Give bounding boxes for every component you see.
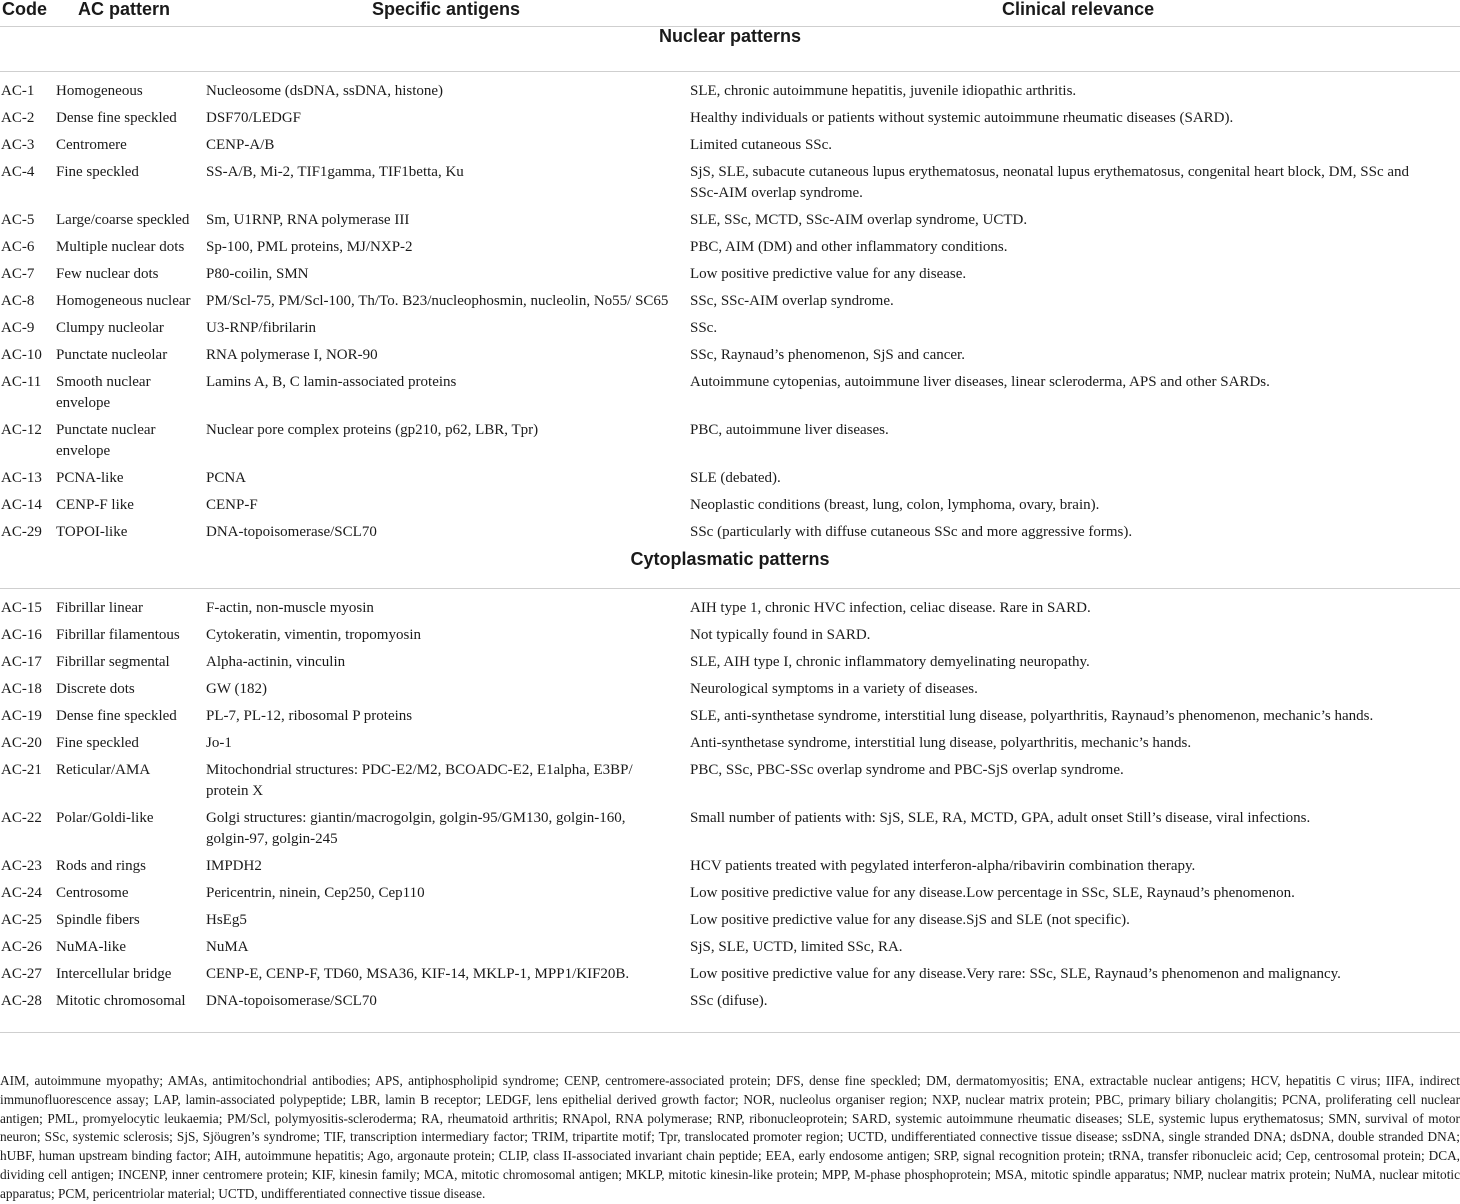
cell-ac-pattern: PCNA-like (56, 470, 124, 486)
table-row (0, 703, 1460, 730)
cell-clinical-relevance: Healthy individuals or patients without systemic autoimmune rheumatic diseases (SARD). (690, 110, 1234, 126)
section-title: Cytoplasmatic patterns (0, 550, 1460, 589)
cell-ac-pattern: Few nuclear dots (56, 266, 159, 282)
cell-specific-antigens: PM/Scl-75, PM/Scl-100, Th/To. B23/nucleophosmin, nucleolin, No55/ SC65 (206, 293, 669, 309)
cell-code: AC-11 (1, 374, 42, 390)
cell-code: AC-3 (1, 137, 35, 153)
cell-ac-pattern: Fibrillar linear (56, 600, 144, 616)
cell-code: AC-20 (1, 735, 42, 751)
cell-code: AC-24 (1, 885, 42, 901)
cell-clinical-relevance: Neoplastic conditions (breast, lung, colon, lymphoma, ovary, brain). (690, 497, 1100, 513)
cell-specific-antigens: CENP-E, CENP-F, TD60, MSA36, KIF-14, MKLP-1, MPP1/KIF20B. (206, 966, 630, 982)
table-row (0, 72, 1460, 106)
header-code: Code (0, 0, 56, 27)
cell-clinical-relevance: SSc. (690, 320, 718, 336)
cell-specific-antigens: Nucleosome (dsDNA, ssDNA, histone) (206, 83, 444, 99)
cell-code: AC-23 (1, 858, 42, 874)
cell-code: AC-18 (1, 681, 42, 697)
cell-code: AC-27 (1, 966, 42, 982)
table-footnote: AIM, autoimmune myopathy; AMAs, antimitochondrial antibodies; APS, antiphospholipid syndrome; CENP, centromere-associated protein; DFS, dense fine speckled; DM, dermatomyositis; ENA, extractable nuclear antigens; HCV, hepatitis C virus; IIFA, indirect immunofluorescence assay; LAP, lamin-associated polypeptide; LBR, lamin B receptor; LEDGF, lens epithelial derived growth factor; NOR, nucleolus organiser region; NXP, nuclear matrix protein; PBC, primary biliary cholangitis; PCNA, proliferating cell nuclear antigen; PML, promyelocytic leukaemia; PM/Scl, polymyositis-scleroderma; RA, rheumatoid arthritis; RNApol, RNA polymerase; RNP, ribonucleoprotein; SARD, systemic autoimmune rheumatic diseases; SLE, systemic lupus erythematosus; SMN, survival of motor neuron; SSc, systemic sclerosis; SjS, Sjöugren’s syndrome; TIF, transcription intermediary factor; TRIM, tripartite motif; Tpr, translocated promoter region; UCTD, undifferentiated connective tissue disease; ssDNA, single stranded DNA; dsDNA, double stranded DNA; hUBF, human upstream binding factor; AIH, autoimmune hepatitis; Ago, argonaute protein; CLIP, class II-associated invariant chain peptide; EEA, early endosome antigen; SRP, signal recognition protein; tRNA, transfer ribonucleic acid; Cep, centrosomal protein; DCA, dividing cell antigen; INCENP, inner centromere protein; KIF, kinesin family; MCA, mitotic chromosomal antigen; MKLP, mitotic kinesin-like protein; MPP, M-phase phosphoprotein; MSA, mitotic spindle apparatus; NMP, nuclear matrix protein; NuMA, nuclear mitotic apparatus; PCM, pericentriolar material; UCTD, undifferentiated connective tissue disease. (0, 1073, 1460, 1201)
cell-ac-pattern: Fine speckled (56, 164, 139, 180)
cell-ac-pattern: Centromere (56, 137, 127, 153)
cell-code: AC-9 (1, 320, 35, 336)
cell-clinical-relevance: PBC, SSc, PBC-SSc overlap syndrome and PBC-SjS overlap syndrome. (690, 762, 1124, 778)
cell-specific-antigens: CENP-A/B (206, 137, 275, 153)
header-ac-pattern: AC pattern (56, 0, 206, 27)
header-specific-antigens: Specific antigens (206, 0, 690, 27)
header-clinical-relevance: Clinical relevance (690, 0, 1460, 27)
cell-clinical-relevance: SSc (particularly with diffuse cutaneous SSc and more aggressive forms). (690, 524, 1133, 540)
cell-ac-pattern: Polar/Goldi-like (56, 810, 154, 826)
cell-ac-pattern: Rods and rings (56, 858, 146, 874)
table-row (0, 465, 1460, 492)
table-row (0, 234, 1460, 261)
table-row (0, 159, 1460, 207)
cell-code: AC-6 (1, 239, 35, 255)
cell-code: AC-13 (1, 470, 42, 486)
cell-clinical-relevance: AIH type 1, chronic HVC infection, celiac disease. Rare in SARD. (690, 600, 1091, 616)
table-row (0, 492, 1460, 519)
cell-specific-antigens: SS-A/B, Mi-2, TIF1gamma, TIF1betta, Ku (206, 164, 464, 180)
table-row (0, 132, 1460, 159)
cell-ac-pattern: Dense fine speckled (56, 708, 177, 724)
cell-code: AC-5 (1, 212, 35, 228)
cell-clinical-relevance: Low positive predictive value for any disease.Low percentage in SSc, SLE, Raynaud’s phenomenon. (690, 885, 1295, 901)
table-row (0, 988, 1460, 1033)
cell-code: AC-10 (1, 347, 42, 363)
cell-clinical-relevance: SjS, SLE, UCTD, limited SSc, RA. (690, 939, 903, 955)
cell-specific-antigens: CENP-F (206, 497, 258, 513)
cell-specific-antigens: PL-7, PL-12, ribosomal P proteins (206, 708, 413, 724)
cell-code: AC-2 (1, 110, 35, 126)
cell-clinical-relevance: Low positive predictive value for any disease. (690, 266, 967, 282)
cell-specific-antigens: DNA-topoisomerase/SCL70 (206, 988, 690, 1033)
table-body (0, 27, 1460, 1033)
cell-specific-antigens: Cytokeratin, vimentin, tropomyosin (206, 627, 421, 643)
cell-specific-antigens: Golgi structures: giantin/macrogolgin, golgin-95/GM130, golgin-160, golgin-97, golgin-245 (206, 810, 626, 847)
cell-specific-antigens: Alpha-actinin, vinculin (206, 654, 346, 670)
cell-ac-pattern: Mitotic chromosomal (56, 988, 206, 1033)
table-row (0, 880, 1460, 907)
cell-clinical-relevance: Low positive predictive value for any disease.SjS and SLE (not specific). (690, 912, 1130, 928)
cell-clinical-relevance: SSc, SSc-AIM overlap syndrome. (690, 293, 894, 309)
cell-ac-pattern: CENP-F like (56, 497, 134, 513)
cell-clinical-relevance: Not typically found in SARD. (690, 627, 871, 643)
cell-ac-pattern: Discrete dots (56, 681, 135, 697)
cell-specific-antigens: HsEg5 (206, 912, 247, 928)
cell-specific-antigens: Pericentrin, ninein, Cep250, Cep110 (206, 885, 425, 901)
cell-clinical-relevance: Anti-synthetase syndrome, interstitial lung disease, polyarthritis, mechanic’s hands. (690, 735, 1192, 751)
cell-code: AC-8 (1, 293, 35, 309)
table-row (0, 622, 1460, 649)
table-row (0, 649, 1460, 676)
cell-specific-antigens: DNA-topoisomerase/SCL70 (206, 524, 377, 540)
section-header-row (0, 550, 1460, 589)
cell-ac-pattern: TOPOI-like (56, 524, 128, 540)
cell-ac-pattern: Reticular/AMA (56, 762, 151, 778)
table-row (0, 207, 1460, 234)
cell-specific-antigens: NuMA (206, 939, 249, 955)
cell-clinical-relevance: SLE, AIH type I, chronic inflammatory demyelinating neuropathy. (690, 654, 1090, 670)
table-row (0, 589, 1460, 623)
cell-clinical-relevance: SSc, Raynaud’s phenomenon, SjS and cancer. (690, 347, 965, 363)
table-row (0, 417, 1460, 465)
cell-ac-pattern: Dense fine speckled (56, 110, 177, 126)
cell-clinical-relevance: PBC, autoimmune liver diseases. (690, 422, 889, 438)
table-row (0, 105, 1460, 132)
table-row (0, 853, 1460, 880)
cell-ac-pattern: Centrosome (56, 885, 129, 901)
cell-code: AC-28 (0, 988, 56, 1033)
cell-clinical-relevance: Low positive predictive value for any disease.Very rare: SSc, SLE, Raynaud’s phenomenon and malignancy. (690, 966, 1341, 982)
cell-specific-antigens: Sm, U1RNP, RNA polymerase III (206, 212, 410, 228)
cell-clinical-relevance: Neurological symptoms in a variety of diseases. (690, 681, 978, 697)
cell-code: AC-4 (1, 164, 35, 180)
table-row (0, 907, 1460, 934)
cell-ac-pattern: Punctate nucleolar (56, 347, 168, 363)
cell-clinical-relevance: SLE, SSc, MCTD, SSc-AIM overlap syndrome, UCTD. (690, 212, 1028, 228)
table-row (0, 676, 1460, 703)
cell-ac-pattern: Large/coarse speckled (56, 212, 190, 228)
cell-ac-pattern: Homogeneous nuclear (56, 293, 191, 309)
table-row (0, 961, 1460, 988)
cell-clinical-relevance: SSc (difuse). (690, 988, 1460, 1033)
cell-ac-pattern: Fibrillar filamentous (56, 627, 180, 643)
cell-ac-pattern: Spindle fibers (56, 912, 140, 928)
cell-specific-antigens: U3-RNP/fibrilarin (206, 320, 316, 336)
cell-ac-pattern: Clumpy nucleolar (56, 320, 164, 336)
cell-code: AC-17 (1, 654, 42, 670)
cell-code: AC-14 (1, 497, 42, 513)
cell-clinical-relevance: Limited cutaneous SSc. (690, 137, 833, 153)
cell-specific-antigens: IMPDH2 (206, 858, 262, 874)
cell-clinical-relevance: SLE (debated). (690, 470, 781, 486)
table-row (0, 315, 1460, 342)
cell-specific-antigens: Sp-100, PML proteins, MJ/NXP-2 (206, 239, 413, 255)
table-row (0, 261, 1460, 288)
table-row (0, 757, 1460, 805)
cell-ac-pattern: Fine speckled (56, 735, 139, 751)
cell-clinical-relevance: HCV patients treated with pegylated interferon-alpha/ribavirin combination therapy. (690, 858, 1196, 874)
cell-clinical-relevance: SLE, anti-synthetase syndrome, interstitial lung disease, polyarthritis, Raynaud’s phenomenon, mechanic’s hands. (690, 708, 1374, 724)
cell-code: AC-26 (1, 939, 42, 955)
header-row (0, 0, 1460, 27)
cell-code: AC-16 (1, 627, 42, 643)
table-row (0, 730, 1460, 757)
cell-specific-antigens: F-actin, non-muscle myosin (206, 600, 374, 616)
cell-ac-pattern: Smooth nuclear envelope (56, 374, 151, 411)
cell-specific-antigens: PCNA (206, 470, 247, 486)
cell-clinical-relevance: Autoimmune cytopenias, autoimmune liver diseases, linear scleroderma, APS and other SARDs. (690, 374, 1270, 390)
table-row (0, 369, 1460, 417)
section-title: Nuclear patterns (0, 27, 1460, 72)
cell-ac-pattern: NuMA-like (56, 939, 126, 955)
cell-specific-antigens: P80-coilin, SMN (206, 266, 309, 282)
cell-clinical-relevance: SjS, SLE, subacute cutaneous lupus erythematosus, neonatal lupus erythematosus, congenital heart block, DM, SSc and SSc-AIM overlap syndrome. (690, 164, 1410, 201)
cell-specific-antigens: DSF70/LEDGF (206, 110, 302, 126)
table-row (0, 519, 1460, 550)
cell-code: AC-12 (1, 422, 42, 438)
table-row (0, 342, 1460, 369)
cell-specific-antigens: Nuclear pore complex proteins (gp210, p62, LBR, Tpr) (206, 422, 539, 438)
cell-ac-pattern: Multiple nuclear dots (56, 239, 185, 255)
table-header (0, 0, 1460, 27)
table-row (0, 805, 1460, 853)
cell-ac-pattern: Intercellular bridge (56, 966, 172, 982)
cell-clinical-relevance: SLE, chronic autoimmune hepatitis, juvenile idiopathic arthritis. (690, 83, 1077, 99)
section-header-row (0, 27, 1460, 72)
cell-code: AC-19 (1, 708, 42, 724)
cell-clinical-relevance: PBC, AIM (DM) and other inflammatory conditions. (690, 239, 1008, 255)
cell-ac-pattern: Punctate nuclear envelope (56, 422, 156, 459)
cell-specific-antigens: Mitochondrial structures: PDC-E2/M2, BCOADC-E2, E1alpha, E3BP/ protein X (206, 762, 633, 799)
cell-code: AC-7 (1, 266, 35, 282)
cell-code: AC-1 (1, 83, 35, 99)
cell-specific-antigens: RNA polymerase I, NOR-90 (206, 347, 378, 363)
cell-specific-antigens: GW (182) (206, 681, 267, 697)
cell-clinical-relevance: Small number of patients with: SjS, SLE, RA, MCTD, GPA, adult onset Still’s disease, viral infections. (690, 810, 1311, 826)
cell-ac-pattern: Fibrillar segmental (56, 654, 170, 670)
table-row (0, 288, 1460, 315)
table-row (0, 934, 1460, 961)
cell-ac-pattern: Homogeneous (56, 83, 143, 99)
cell-code: AC-25 (1, 912, 42, 928)
cell-specific-antigens: Lamins A, B, C lamin-associated proteins (206, 374, 457, 390)
cell-code: AC-21 (1, 762, 42, 778)
cell-specific-antigens: Jo-1 (206, 735, 232, 751)
cell-code: AC-15 (1, 600, 42, 616)
cell-code: AC-22 (1, 810, 42, 826)
cell-code: AC-29 (1, 524, 42, 540)
